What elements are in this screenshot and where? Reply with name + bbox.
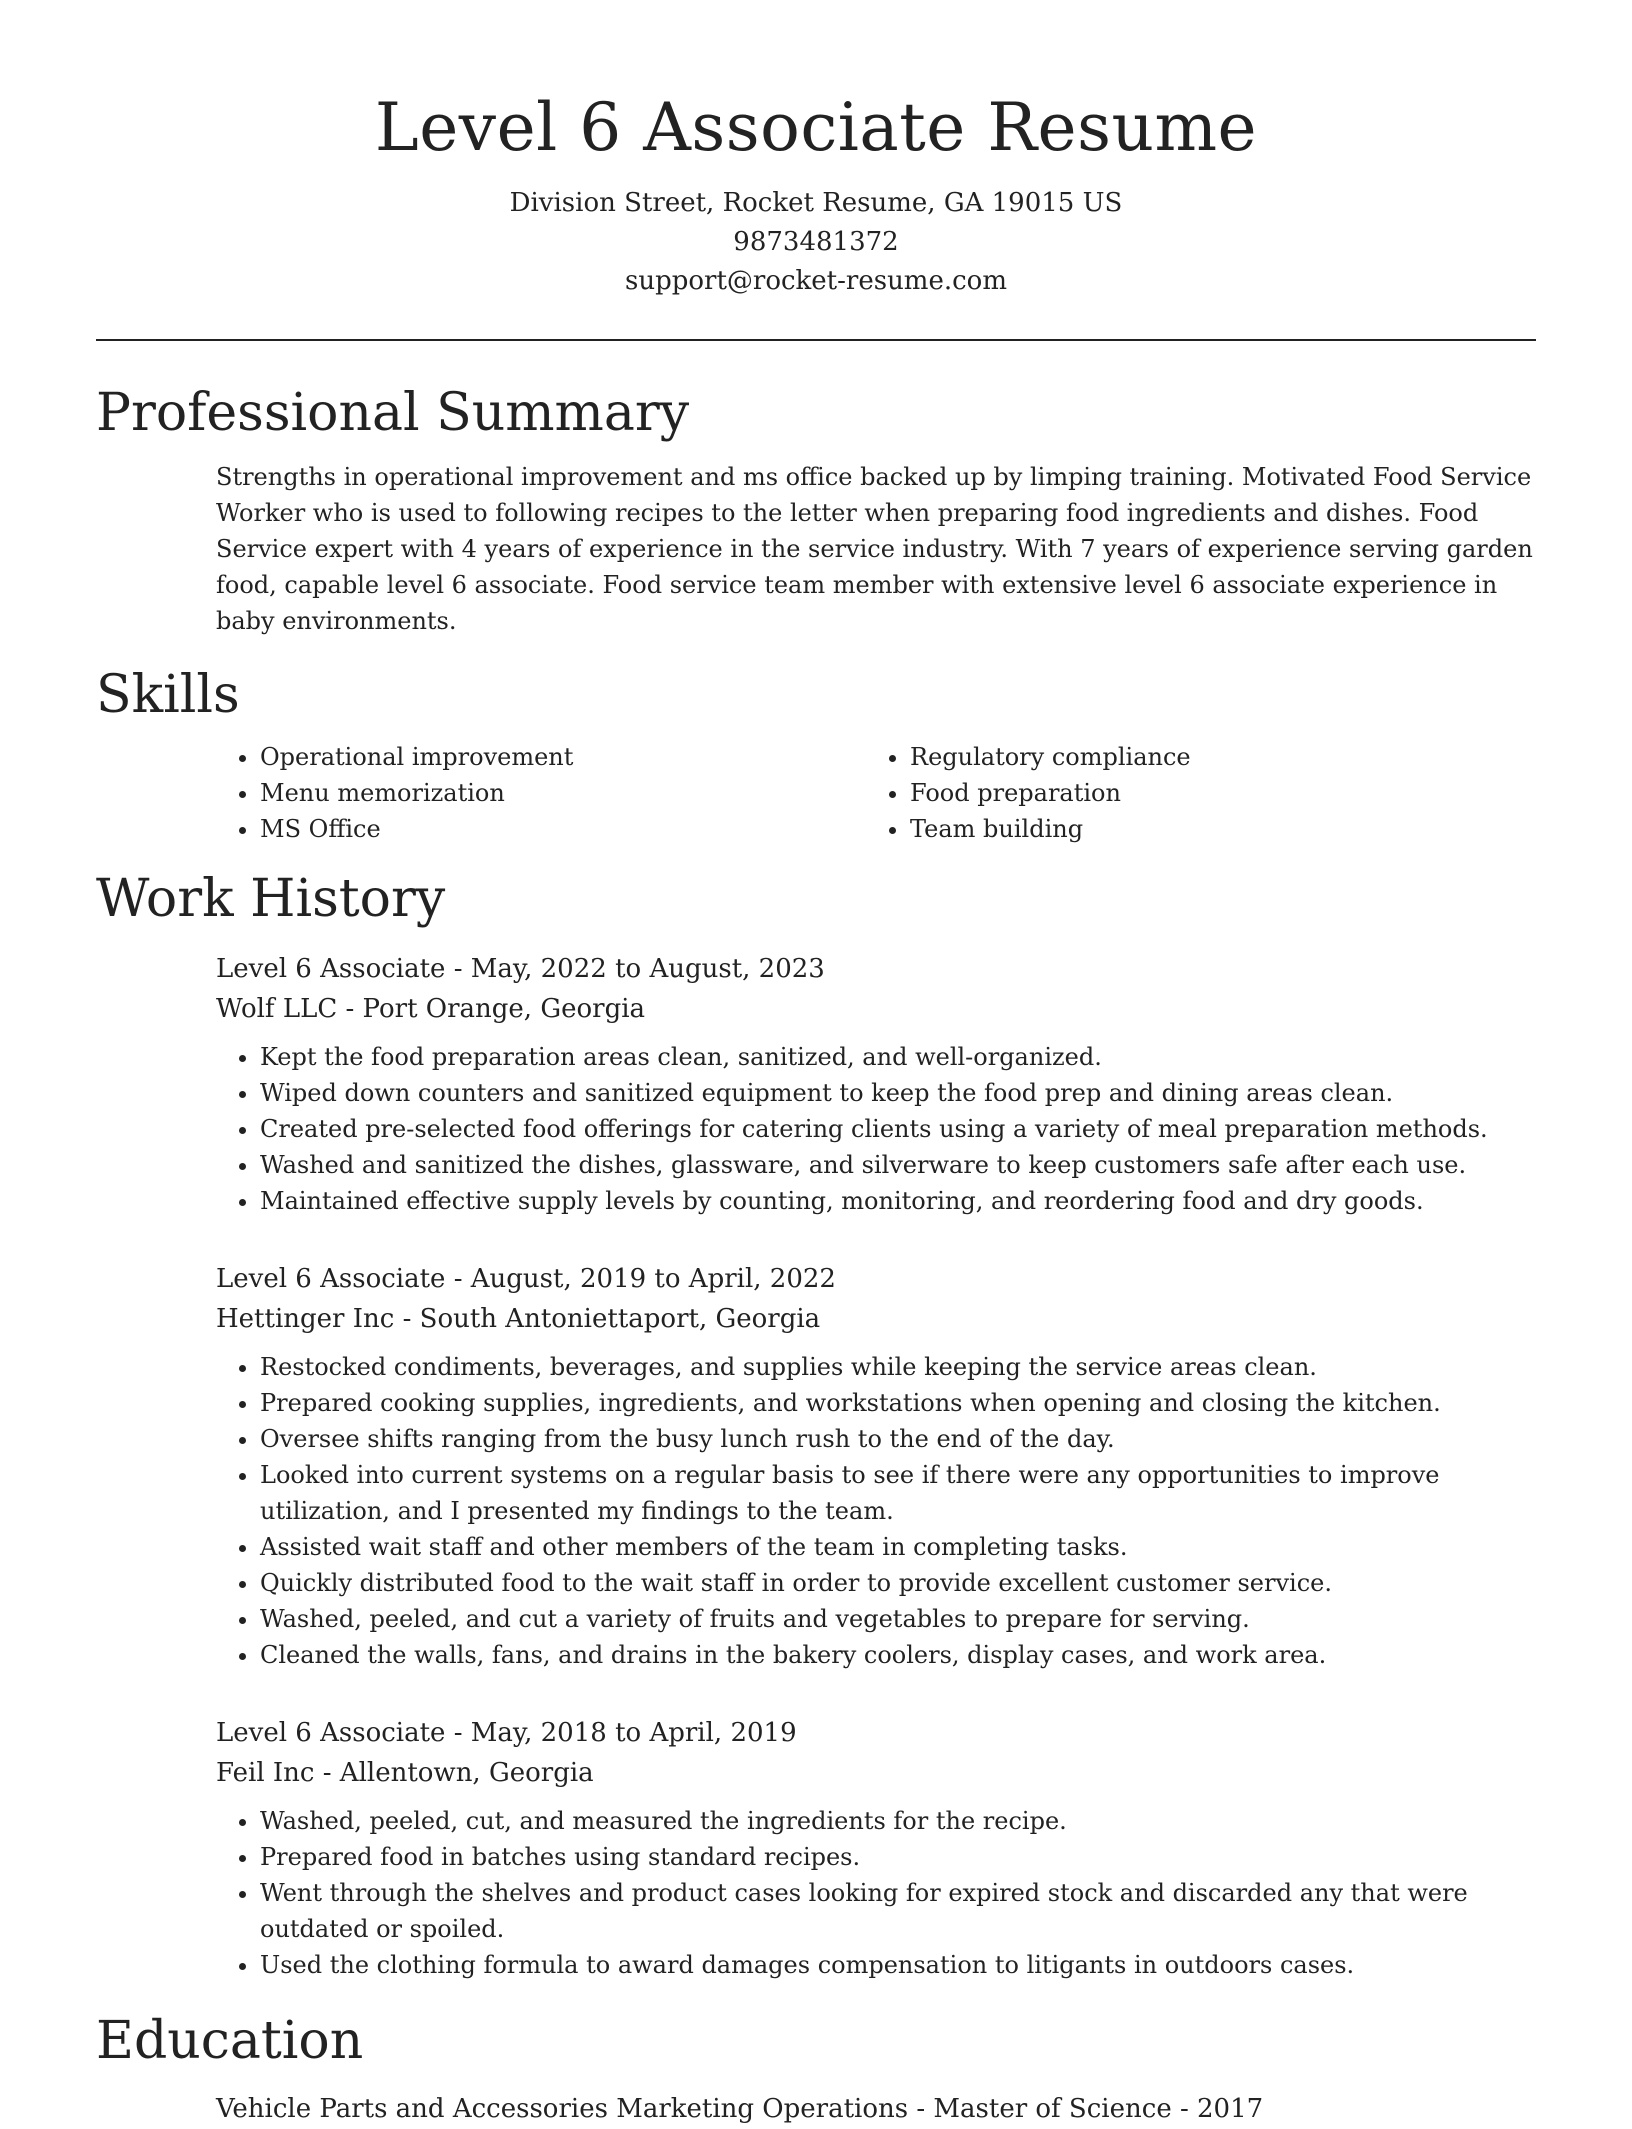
skills-list: [216, 739, 1536, 847]
job-entry: [216, 1713, 1536, 1983]
skill-item: • MS Office: [260, 811, 866, 847]
job-bullet: • Went through the shelves and product cases looking for expired stock and discarded any that were outdated or spoiled.: [260, 1875, 1536, 1947]
email-text: support@rocket-resume.com: [624, 266, 1007, 296]
summary-text: Strengths in operational improvement and ms office backed up by limping training. Motivated Food Service Worker who is used to following recipes to the letter when preparing food ingredients and dishes. Food Service expert with 4 years of experience in the service industry. With 7 years of experience serving garden food, capable level 6 associate. Food service team member with extensive level 6 associate experience in baby environments.: [216, 463, 1533, 635]
job-entry: [216, 1259, 1536, 1673]
job-bullet: • Looked into current systems on a regular basis to see if there were any opportunities to improve utilization, and I presented my findings to the team.: [260, 1457, 1536, 1529]
job-entry: [216, 949, 1536, 1219]
education-heading: Education: [96, 2011, 364, 2071]
job-bullet: • Prepared cooking supplies, ingredients, and workstations when opening and closing the kitchen.: [260, 1385, 1536, 1421]
job-bullets: [216, 1039, 1536, 1219]
job-bullet: • Quickly distributed food to the wait staff in order to provide excellent customer service.: [260, 1565, 1536, 1601]
resume-header: [96, 0, 1536, 301]
job-company-location: Feil Inc - Allentown, Georgia: [216, 1758, 594, 1788]
work-history-heading: Work History: [96, 869, 446, 929]
skill-item: • Food preparation: [910, 775, 1516, 811]
job-title-dates: Level 6 Associate - May, 2022 to August, 2023: [216, 954, 825, 984]
job-company-location: Wolf LLC - Port Orange, Georgia: [216, 994, 646, 1024]
job-bullet: • Wiped down counters and sanitized equipment to keep the food prep and dining areas clean.: [260, 1075, 1536, 1111]
job-bullet: • Prepared food in batches using standard recipes.: [260, 1839, 1536, 1875]
job-bullet: • Kept the food preparation areas clean, sanitized, and well-organized.: [260, 1039, 1536, 1075]
skill-item: • Operational improvement: [260, 739, 866, 775]
job-bullets: [216, 1349, 1536, 1673]
job-company-location: Hettinger Inc - South Antoniettaport, Georgia: [216, 1304, 821, 1334]
job-bullet: • Oversee shifts ranging from the busy lunch rush to the end of the day.: [260, 1421, 1536, 1457]
job-title-dates: Level 6 Associate - May, 2018 to April, 2019: [216, 1718, 797, 1748]
job-bullet: • Created pre-selected food offerings for catering clients using a variety of meal preparation methods.: [260, 1111, 1536, 1147]
summary-heading: Professional Summary: [96, 383, 690, 443]
job-bullet: • Restocked condiments, beverages, and supplies while keeping the service areas clean.: [260, 1349, 1536, 1385]
job-bullet: • Washed and sanitized the dishes, glassware, and silverware to keep customers safe after each use.: [260, 1147, 1536, 1183]
skills-column-right: [866, 739, 1516, 847]
job-bullet: • Cleaned the walls, fans, and drains in the bakery coolers, display cases, and work area.: [260, 1637, 1536, 1673]
skill-item: • Team building: [910, 811, 1516, 847]
phone-text: 9873481372: [733, 227, 899, 257]
job-bullet: • Used the clothing formula to award damages compensation to litigants in outdoors cases.: [260, 1947, 1536, 1983]
job-bullets: [216, 1803, 1536, 1983]
resume-page: [96, 0, 1536, 2129]
skills-column-left: [216, 739, 866, 847]
address-text: Division Street, Rocket Resume, GA 19015 US: [509, 188, 1123, 218]
job-title-dates: Level 6 Associate - August, 2019 to April, 2022: [216, 1264, 836, 1294]
job-bullet: • Assisted wait staff and other members of the team in completing tasks.: [260, 1529, 1536, 1565]
skill-item: • Regulatory compliance: [910, 739, 1516, 775]
job-bullet: • Washed, peeled, and cut a variety of fruits and vegetables to prepare for serving.: [260, 1601, 1536, 1637]
skill-item: • Menu memorization: [260, 775, 866, 811]
education-entry: Vehicle Parts and Accessories Marketing Operations - Master of Science - 2017: [216, 2094, 1264, 2124]
skills-heading: Skills: [96, 665, 240, 725]
header-divider: [96, 339, 1536, 341]
job-bullet: • Maintained effective supply levels by counting, monitoring, and reordering food and dry goods.: [260, 1183, 1536, 1219]
contact-info: [96, 184, 1536, 301]
resume-title: Level 6 Associate Resume: [374, 89, 1258, 166]
job-bullet: • Washed, peeled, cut, and measured the ingredients for the recipe.: [260, 1803, 1536, 1839]
